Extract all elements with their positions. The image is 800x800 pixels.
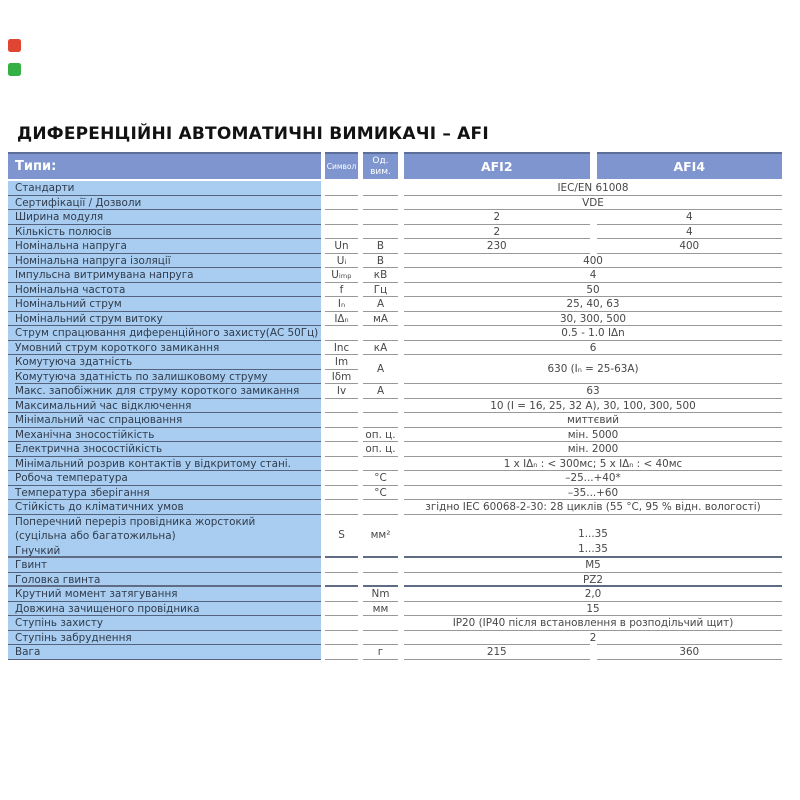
row-symbol: Uᵢₘₚ <box>325 268 358 283</box>
row-label: Номінальний струм <box>8 297 321 312</box>
row-label: Гвинт <box>8 558 321 573</box>
row-value: мін. 5000 <box>404 428 782 443</box>
row-unit: В <box>363 239 398 254</box>
row-symbol <box>325 500 358 515</box>
row-symbol <box>325 631 358 646</box>
table-header-row <box>8 152 782 179</box>
symbol-line: Iδm <box>325 370 358 385</box>
row-value <box>404 210 782 225</box>
row-label: Номінальна напруга <box>8 239 321 254</box>
row-symbol: f <box>325 283 358 298</box>
row-unit: мА <box>363 312 398 327</box>
row-label-line: Комутуюча здатність <box>15 355 321 370</box>
row-value: IEC/EN 61008 <box>404 181 782 196</box>
row-unit: оп. ц. <box>363 442 398 457</box>
row-label: Номінальна частота <box>8 283 321 298</box>
row-value: миттєвий <box>404 413 782 428</box>
row-unit <box>363 500 398 515</box>
row-unit <box>363 616 398 631</box>
row-unit <box>363 558 398 573</box>
row-unit <box>363 196 398 211</box>
page-title: ДИФЕРЕНЦІЙНІ АВТОМАТИЧНІ ВИМИКАЧІ – AFI <box>17 124 489 144</box>
row-symbol: S <box>325 515 358 559</box>
row-unit <box>363 631 398 646</box>
row-symbol: IΔₙ <box>325 312 358 327</box>
row-label: Струм спрацювання диференційного захисту(АС 50Гц) <box>8 326 321 341</box>
row-label: Номінальна напруга ізоляції <box>8 254 321 269</box>
row-unit <box>363 210 398 225</box>
row-value: PZ2 <box>404 573 782 588</box>
row-symbol <box>325 645 358 660</box>
row-value: 630 (Iₙ = 25-63A) <box>404 355 782 384</box>
table-body <box>8 181 782 660</box>
row-symbol: Inc <box>325 341 358 356</box>
table-row <box>8 442 782 457</box>
value-line: 1...35 <box>578 528 608 540</box>
row-label-line: Комутуюча здатність по залишковому струму <box>15 370 321 385</box>
row-symbol <box>325 573 358 588</box>
row-symbol <box>325 471 358 486</box>
row-symbol <box>325 457 358 472</box>
value-line: 1...35 <box>578 542 608 555</box>
row-value: мін. 2000 <box>404 442 782 457</box>
row-label: Вага <box>8 645 321 660</box>
header-unit: Од. вим. <box>363 152 398 179</box>
table-row <box>8 210 782 225</box>
table-row <box>8 471 782 486</box>
row-unit: А <box>363 297 398 312</box>
row-unit: оп. ц. <box>363 428 398 443</box>
value-afi4: 400 <box>597 239 783 254</box>
row-label: Робоча температура <box>8 471 321 486</box>
row-label: Стійкість до кліматичних умов <box>8 500 321 515</box>
row-value: 400 <box>404 254 782 269</box>
row-label: Довжина зачищеного провідника <box>8 602 321 617</box>
row-value: 30, 300, 500 <box>404 312 782 327</box>
row-symbol: Iₙ <box>325 297 358 312</box>
value-afi2: 2 <box>404 210 590 225</box>
table-row <box>8 384 782 399</box>
table-row <box>8 355 782 384</box>
header-col-afi4: AFI4 <box>597 152 783 179</box>
row-label: Крутний момент затягування <box>8 587 321 602</box>
row-label-line: (суцільна або багатожильна) <box>15 530 176 542</box>
row-label-line: Гнучкий <box>15 544 61 557</box>
row-label: Кількість полюсів <box>8 225 321 240</box>
row-value: M5 <box>404 558 782 573</box>
row-unit: В <box>363 254 398 269</box>
row-unit <box>363 399 398 414</box>
row-value: 6 <box>404 341 782 356</box>
row-label-line: Поперечний переріз провідника жорстокий <box>15 515 256 528</box>
row-unit <box>363 326 398 341</box>
row-unit <box>363 573 398 588</box>
row-unit: Гц <box>363 283 398 298</box>
table-row <box>8 225 782 240</box>
table-row <box>8 616 782 631</box>
row-label: Ширина модуля <box>8 210 321 225</box>
row-label: Сертифікації / Дозволи <box>8 196 321 211</box>
value-afi2: 215 <box>404 645 590 660</box>
row-label: Номінальний струм витоку <box>8 312 321 327</box>
row-value: VDE <box>404 196 782 211</box>
table-row <box>8 283 782 298</box>
row-value <box>404 631 782 646</box>
table-row <box>8 196 782 211</box>
row-symbol <box>325 616 358 631</box>
row-unit: А <box>363 355 398 384</box>
row-symbol <box>325 413 358 428</box>
row-symbol: Un <box>325 239 358 254</box>
row-unit: г <box>363 645 398 660</box>
row-value: 50 <box>404 283 782 298</box>
table-row <box>8 297 782 312</box>
row-symbol <box>325 355 358 384</box>
row-label: Імпульсна витримувана напруга <box>8 268 321 283</box>
row-symbol <box>325 181 358 196</box>
row-unit <box>363 225 398 240</box>
row-symbol <box>325 486 358 501</box>
row-label: Максимальний час відключення <box>8 399 321 414</box>
green-square-icon <box>8 63 21 76</box>
row-value: –25...+40* <box>404 471 782 486</box>
row-unit <box>363 457 398 472</box>
row-label: Умовний струм короткого замикання <box>8 341 321 356</box>
row-label: Головка гвинта <box>8 573 321 588</box>
row-label: Мінімальний розрив контактів у відкритому стані. <box>8 457 321 472</box>
table-row <box>8 573 782 588</box>
row-label: Стандарти <box>8 181 321 196</box>
table-row <box>8 268 782 283</box>
table-row <box>8 239 782 254</box>
row-symbol <box>325 558 358 573</box>
value-afi4: 4 <box>597 210 783 225</box>
row-symbol <box>325 210 358 225</box>
row-value: 63 <box>404 384 782 399</box>
row-symbol <box>325 587 358 602</box>
row-label: Температура зберігання <box>8 486 321 501</box>
symbol-line: Im <box>325 355 358 370</box>
row-label: Ступінь забруднення <box>8 631 321 646</box>
red-square-icon <box>8 39 21 52</box>
row-symbol <box>325 399 358 414</box>
row-value: 4 <box>404 268 782 283</box>
header-col-afi2: AFI2 <box>404 152 590 179</box>
row-value: 15 <box>404 602 782 617</box>
row-unit: кА <box>363 341 398 356</box>
row-symbol: Uᵢ <box>325 254 358 269</box>
row-label: Мінімальний час спрацювання <box>8 413 321 428</box>
row-value <box>404 225 782 240</box>
table-row <box>8 587 782 602</box>
value-afi2: 2 <box>404 225 590 240</box>
row-label: Макс. запобіжник для струму короткого замикання <box>8 384 321 399</box>
table-row <box>8 558 782 573</box>
value-line <box>404 515 782 528</box>
table-row <box>8 428 782 443</box>
row-value: –35...+60 <box>404 486 782 501</box>
row-value <box>404 239 782 254</box>
row-symbol <box>325 428 358 443</box>
row-symbol <box>325 442 358 457</box>
row-unit: кВ <box>363 268 398 283</box>
row-value: 10 (I = 16, 25, 32 А), 30, 100, 300, 500 <box>404 399 782 414</box>
row-symbol <box>325 225 358 240</box>
table-row <box>8 181 782 196</box>
spec-table <box>8 152 782 660</box>
row-value: 1 х IΔₙ : < 300мс; 5 х IΔₙ : < 40мс <box>404 457 782 472</box>
row-value: згідно IEC 60068-2-30: 28 циклів (55 °С, 95 % відн. вологості) <box>404 500 782 515</box>
value-centered: 2 <box>589 631 597 644</box>
row-value <box>404 515 782 559</box>
table-row <box>8 486 782 501</box>
row-unit: °С <box>363 471 398 486</box>
table-row <box>8 254 782 269</box>
value-afi4: 4 <box>597 225 783 240</box>
table-row <box>8 326 782 341</box>
row-value <box>404 645 782 660</box>
table-row <box>8 312 782 327</box>
row-label: Ступінь захисту <box>8 616 321 631</box>
row-unit: А <box>363 384 398 399</box>
row-unit: Nm <box>363 587 398 602</box>
table-row <box>8 457 782 472</box>
table-row <box>8 413 782 428</box>
row-value: 2,0 <box>404 587 782 602</box>
row-value: 0.5 - 1.0 IΔn <box>404 326 782 341</box>
row-label: Механічна зносостійкість <box>8 428 321 443</box>
header-types: Типи: <box>8 152 321 179</box>
row-unit: мм² <box>363 515 398 559</box>
row-symbol: Iv <box>325 384 358 399</box>
row-unit: °С <box>363 486 398 501</box>
row-value: IP20 (IP40 після встановлення в розподільчий щит) <box>404 616 782 631</box>
table-row <box>8 645 782 660</box>
row-unit <box>363 181 398 196</box>
row-value: 25, 40, 63 <box>404 297 782 312</box>
row-symbol <box>325 326 358 341</box>
row-unit: мм <box>363 602 398 617</box>
row-label: Електрична зносостійкість <box>8 442 321 457</box>
header-symbol: Символ <box>325 152 358 179</box>
table-row <box>8 631 782 646</box>
table-row <box>8 602 782 617</box>
value-afi4: 360 <box>597 645 783 660</box>
table-row <box>8 341 782 356</box>
row-label <box>8 515 321 559</box>
row-unit <box>363 413 398 428</box>
row-label <box>8 355 321 384</box>
row-symbol <box>325 196 358 211</box>
table-row <box>8 399 782 414</box>
value-afi2: 230 <box>404 239 590 254</box>
table-row <box>8 500 782 515</box>
row-symbol <box>325 602 358 617</box>
table-row <box>8 515 782 559</box>
